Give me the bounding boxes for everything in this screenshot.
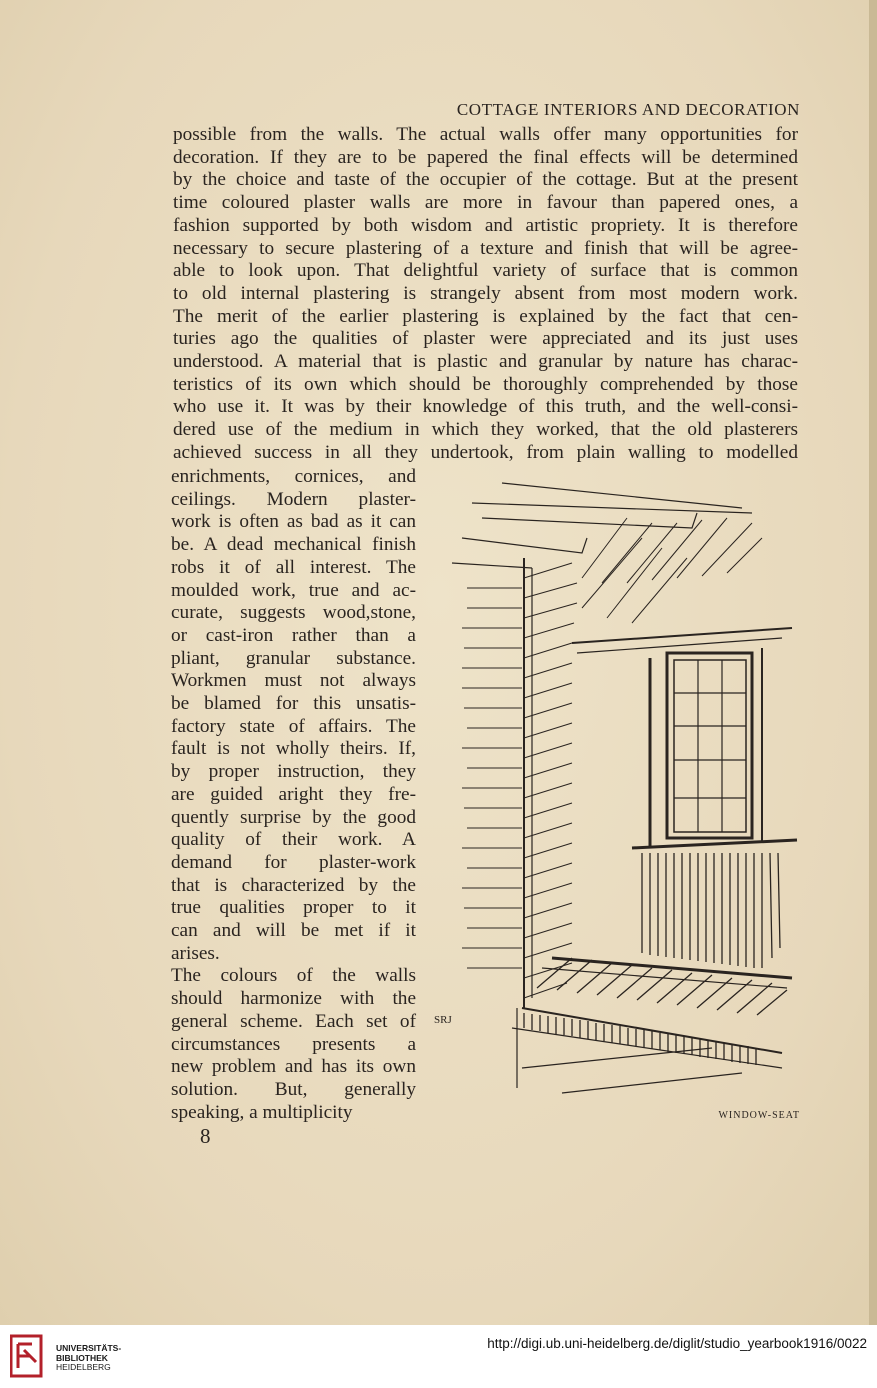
text-line: able to look upon. That delightful variety of surface that is common xyxy=(173,260,798,282)
figure-caption: WINDOW-SEAT xyxy=(718,1110,800,1121)
text-line: can and will be met if it xyxy=(171,920,416,942)
text-line: true qualities proper to it xyxy=(171,897,416,919)
text-line: ceilings. Modern plaster- xyxy=(171,488,416,510)
body-text-full-width xyxy=(173,124,798,465)
text-line: achieved success in all they undertook, from plain walling to modelled xyxy=(173,441,798,463)
text-line: necessary to secure plastering of a texture and finish that will be agree- xyxy=(173,237,798,259)
text-line: new problem and has its own xyxy=(171,1056,416,1078)
text-line: possible from the walls. The actual walls offer many opportunities for xyxy=(173,124,798,145)
text-line: fault is not wholly theirs. If, xyxy=(171,738,416,760)
text-line: Workmen must not always xyxy=(171,670,416,692)
text-line: The colours of the walls xyxy=(171,965,416,987)
text-line: factory state of affairs. The xyxy=(171,715,416,737)
page-edge xyxy=(869,0,877,1325)
library-line-3: HEIDELBERG xyxy=(56,1362,111,1372)
text-line: arises. xyxy=(171,942,220,964)
text-line: be blamed for this unsatis- xyxy=(171,693,416,715)
text-line: that is characterized by the xyxy=(171,874,416,896)
page-number: 8 xyxy=(200,1124,211,1148)
text-line: by the choice and taste of the occupier of the cottage. But at the present xyxy=(173,169,798,191)
text-line: time coloured plaster walls are more in favour than papered ones, a xyxy=(173,192,798,214)
library-line-2: BIBLIOTHEK xyxy=(56,1352,108,1363)
text-line: teristics of its own which should be thoroughly comprehended by those xyxy=(173,373,798,395)
text-line: should harmonize with the xyxy=(171,988,416,1010)
text-line: quality of their work. A xyxy=(171,829,416,851)
text-line: solution. But, generally xyxy=(171,1078,416,1100)
text-line: turies ago the qualities of plaster were appreciated and its just uses xyxy=(173,328,798,350)
text-line: to old internal plastering is strangely absent from most modern work. xyxy=(173,282,798,304)
viewer-footer xyxy=(0,1325,877,1388)
text-line: fashion supported by both wisdom and artistic propriety. It is therefore xyxy=(173,214,798,236)
text-line: by proper instruction, they xyxy=(171,761,416,783)
text-line: circumstances presents a xyxy=(171,1033,416,1055)
text-line: robs it of all interest. The xyxy=(171,556,416,578)
library-logo[interactable] xyxy=(10,1332,130,1380)
library-logo-icon xyxy=(10,1332,44,1380)
text-line: are guided aright they fre- xyxy=(171,783,416,805)
text-line: moulded work, true and ac- xyxy=(171,579,416,601)
text-line: curate, suggests wood,stone, xyxy=(171,602,416,624)
library-line-1: UNIVERSITÄTS- xyxy=(56,1343,122,1353)
text-line: decoration. If they are to be papered the final effects will be determined xyxy=(173,146,798,168)
text-line: who use it. It was by their knowledge of this truth, and the well-consi- xyxy=(173,396,798,418)
text-line: be. A dead mechanical finish xyxy=(171,534,416,556)
text-line: enrichments, cornices, and xyxy=(171,466,416,487)
text-line: speaking, a multiplicity xyxy=(171,1101,353,1123)
text-line: demand for plaster-work xyxy=(171,851,416,873)
source-url-link[interactable]: http://digi.ub.uni-heidelberg.de/diglit/studio_yearbook1916/0022 xyxy=(487,1336,867,1351)
library-name xyxy=(56,1344,121,1373)
text-line: work is often as bad as it can xyxy=(171,511,416,533)
text-line: or cast-iron rather than a xyxy=(171,624,416,646)
text-line: dered use of the medium in which they worked, that the old plasterers xyxy=(173,419,798,441)
text-line: The merit of the earlier plastering is explained by the fact that cen- xyxy=(173,305,798,327)
text-line: pliant, granular substance. xyxy=(171,647,416,669)
body-text-column xyxy=(171,466,416,1124)
window-seat-illustration xyxy=(412,468,804,1108)
running-head: COTTAGE INTERIORS AND DECORATION xyxy=(456,100,800,119)
text-line: quently surprise by the good xyxy=(171,806,416,828)
text-line: understood. A material that is plastic and granular by nature has charac- xyxy=(173,351,798,373)
illustrator-signature: SRJ xyxy=(434,1014,452,1026)
text-line: general scheme. Each set of xyxy=(171,1010,416,1032)
